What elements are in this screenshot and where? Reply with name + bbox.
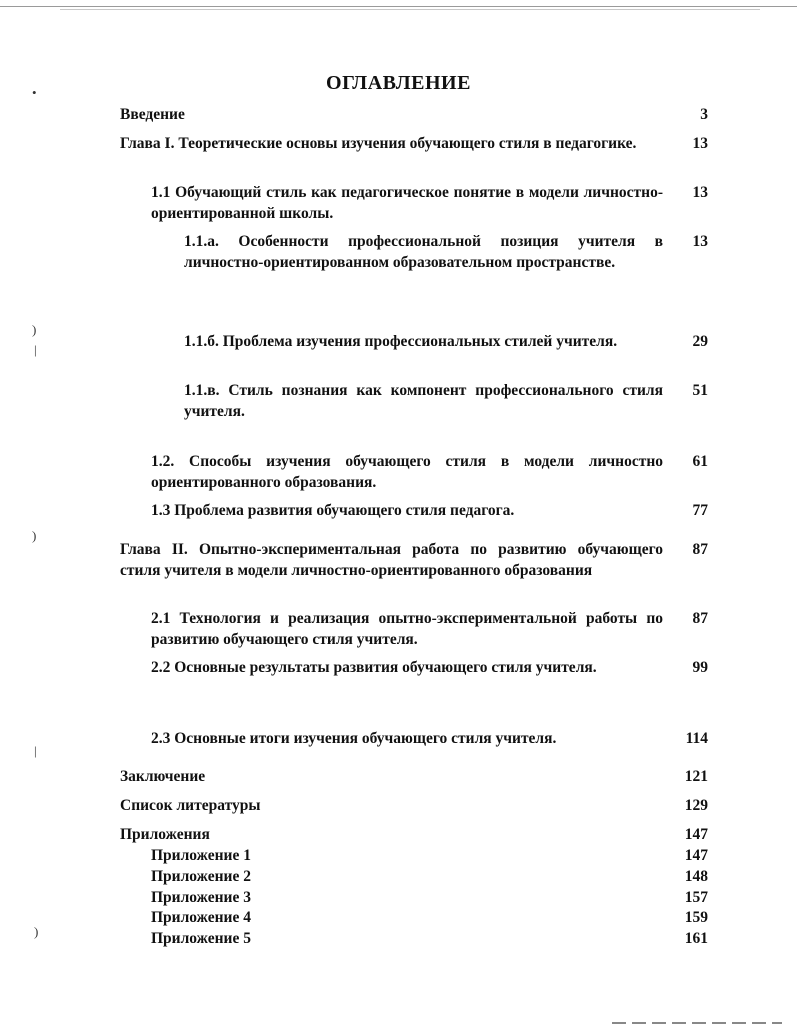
toc-entry-page: 129 — [684, 797, 708, 814]
toc-entry-page: 147 — [684, 826, 708, 843]
toc-entry-page: 61 — [692, 453, 708, 470]
toc-entry-page: 13 — [692, 135, 708, 152]
scan-margin-mark: | — [34, 342, 37, 357]
toc-entry-text: Приложения — [120, 826, 210, 843]
toc-entry-page: 114 — [685, 730, 708, 747]
toc-entry-page: 51 — [692, 382, 708, 399]
toc-entry-text: 1.3 Проблема развития обучающего стиля педагога. — [151, 502, 515, 519]
toc-entry-page: 99 — [692, 659, 708, 676]
scan-margin-mark: • — [32, 85, 37, 100]
toc-title: ОГЛАВЛЕНИЕ — [326, 72, 471, 94]
toc-entry-text: Заключение — [120, 768, 206, 785]
toc-entry-text: Приложение 5 — [151, 930, 251, 947]
toc-entry-text: 1.1 Обучающий стиль как педагогическое понятие в модели личностно-ориентированной школы. — [151, 184, 663, 222]
toc-entry-text: Глава I. Теоретические основы изучения обучающего стиля в педагогике. — [120, 135, 637, 152]
toc-entry-page: 157 — [684, 889, 708, 906]
toc-entry-page: 87 — [692, 610, 708, 627]
toc-entry-text: Список литературы — [120, 797, 261, 814]
scan-margin-mark: ) — [32, 528, 37, 543]
scan-margin-mark: ) — [32, 322, 37, 337]
toc-entry-text: 2.1 Технология и реализация опытно-экспериментальной работы по развитию обучающего стиля учителя. — [151, 610, 663, 648]
scan-margin-mark: ) — [34, 924, 39, 939]
toc-entry-text: 1.1.б. Проблема изучения профессиональных стилей учителя. — [184, 333, 618, 350]
toc-entry-text: Приложение 2 — [151, 868, 251, 885]
toc-entry-text: Введение — [120, 106, 185, 123]
scan-margin-mark: | — [34, 743, 37, 758]
toc-entry-text: 2.2 Основные результаты развития обучающего стиля учителя. — [151, 659, 597, 676]
toc-entry-page: 159 — [684, 909, 708, 926]
toc-entry-page: 147 — [684, 847, 708, 864]
toc-entry-text: Приложение 3 — [151, 889, 251, 906]
toc-entry-page: 161 — [684, 930, 708, 947]
toc-entry-text: 1.1.а. Особенности профессиональной позиция учителя в личностно-ориентированном образовательном пространстве. — [184, 233, 663, 271]
toc-entry-page: 13 — [692, 233, 708, 250]
toc-entry-page: 87 — [692, 541, 708, 558]
toc-entry-page: 77 — [692, 502, 708, 519]
toc-entry-text: Приложение 4 — [151, 909, 251, 926]
toc-entry-text: 2.3 Основные итоги изучения обучающего стиля учителя. — [151, 730, 557, 747]
toc-entry-text: Глава II. Опытно-экспериментальная работа по развитию обучающего стиля учителя в модели личностно-ориентированного образования — [120, 541, 663, 579]
toc-entry-page: 3 — [700, 106, 708, 123]
toc-entry-text: 1.1.в. Стиль познания как компонент профессионального стиля учителя. — [184, 382, 663, 420]
toc-entry-page: 13 — [692, 184, 708, 201]
toc-entry-page: 29 — [692, 333, 708, 350]
toc-entry-page: 148 — [684, 868, 708, 885]
toc-entry-text: Приложение 1 — [151, 847, 251, 864]
toc-entry-text: 1.2. Способы изучения обучающего стиля в модели личностно ориентированного образования. — [151, 453, 663, 491]
toc-entry-page: 121 — [684, 768, 708, 785]
